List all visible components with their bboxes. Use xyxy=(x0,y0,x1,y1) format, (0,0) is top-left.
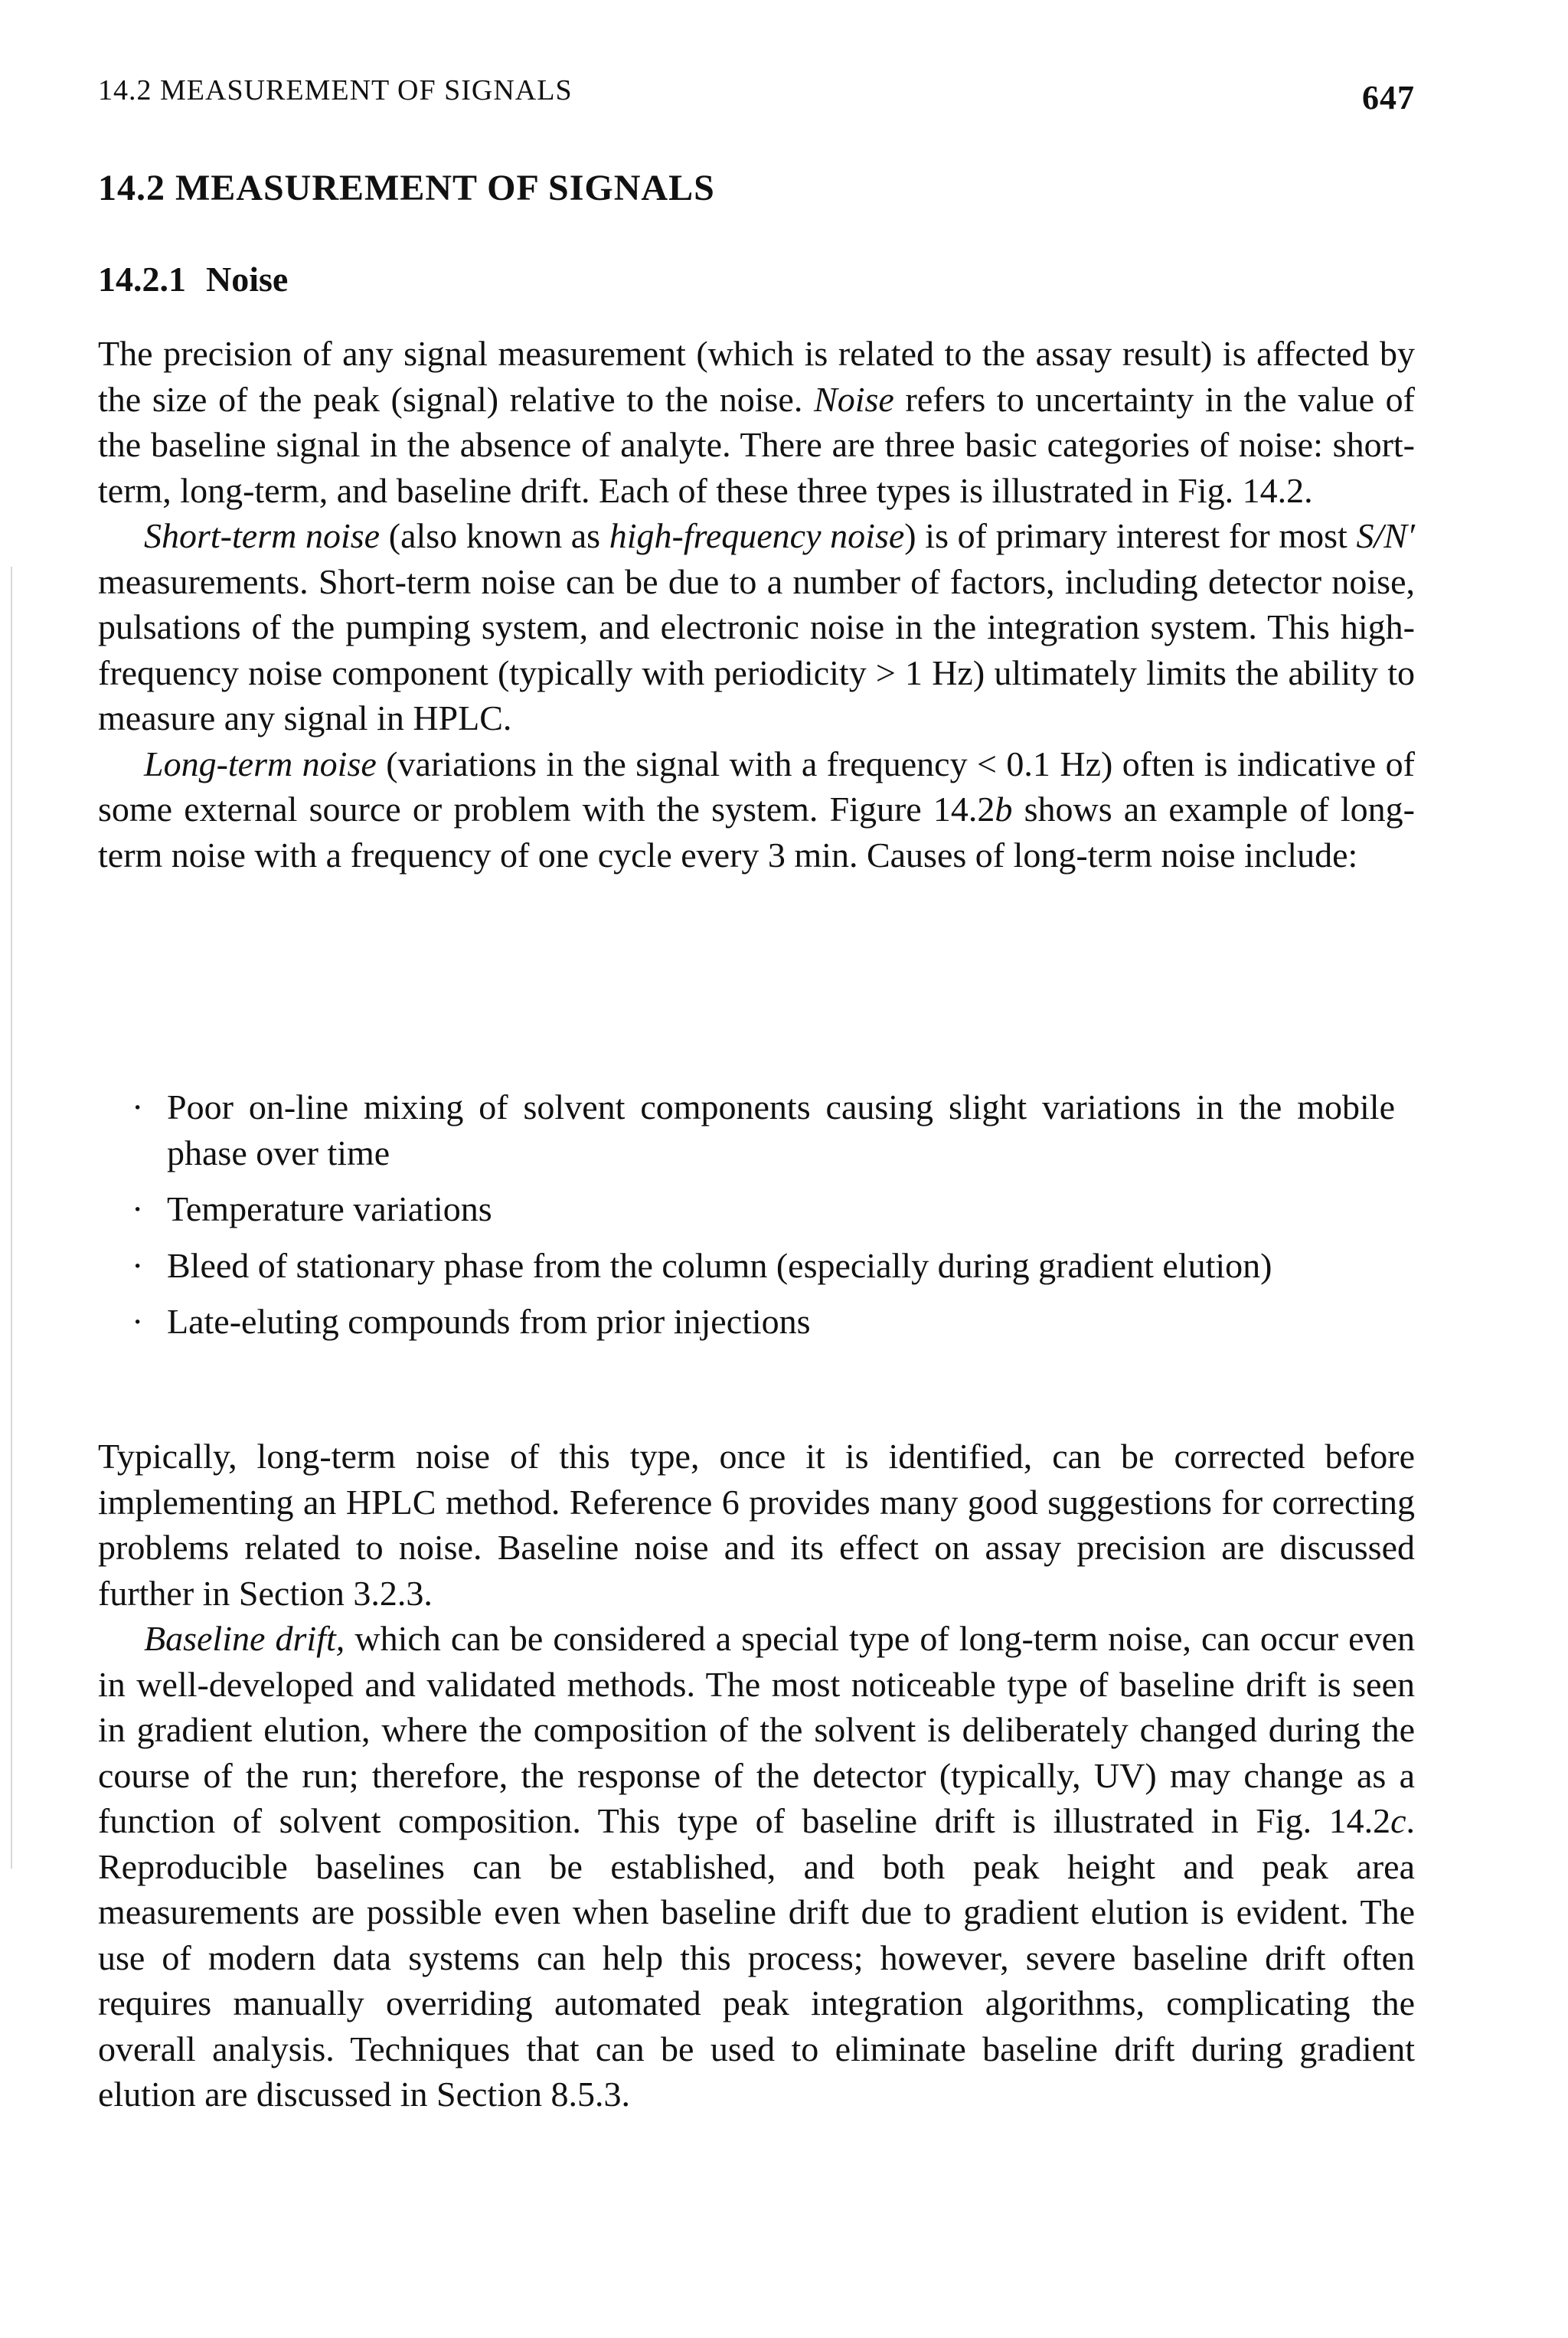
bullet-marker: · xyxy=(132,1189,144,1228)
bullet-marker: · xyxy=(132,1245,144,1285)
list-item-text: Temperature variations xyxy=(167,1189,492,1228)
text-run-italic: c xyxy=(1390,1801,1406,1840)
text-run: ) is of primary interest for most xyxy=(904,516,1357,555)
bullet-marker: · xyxy=(132,1302,144,1341)
text-run: which can be considered a special type of long-term noise, can occur even in well-developed and validated methods. The most noticeable type of baseline drift is seen in gradient elution, where the composition of the solvent is deliberately changed during the course of the run; therefore, the response of the detector (typically, UV) may change as a function of solvent composition. This type of baseline drift is illustrated in Fig. 14.2 xyxy=(98,1619,1415,1840)
text-run: . Reproducible baselines can be established, and both peak height and peak area measurements are possible even when baseline drift due to gradient elution is evident. The use of modern data systems can help this process; however, severe baseline drift often requires manually overriding automated peak integration algorithms, complicating the overall analysis. Techniques that can be used to eliminate baseline drift during gradient elution are discussed in Section 8.5.3. xyxy=(98,1801,1415,2114)
text-run: (variations in the signal with a frequency < 0.1 Hz) often is indicative of some external source or problem with the system. Figure 14.2 xyxy=(98,744,1415,829)
body-text-lower xyxy=(98,1434,1415,2117)
bullet-marker: · xyxy=(132,1087,144,1126)
list-item-text: Poor on-line mixing of solvent components causing slight variations in the mobile phase over time xyxy=(167,1087,1395,1172)
running-head xyxy=(98,74,1415,119)
text-run-italic: S/N′ xyxy=(1356,516,1415,555)
text-run: (also known as xyxy=(380,516,609,555)
list-item-text: Bleed of stationary phase from the column (especially during gradient elution) xyxy=(167,1245,1272,1285)
paragraph-long-term-noise xyxy=(98,741,1415,878)
paragraph-long-term-correction xyxy=(98,1434,1415,1616)
list-item xyxy=(132,1084,1395,1176)
page-edge-shadow xyxy=(11,567,12,1869)
section-heading: 14.2 MEASUREMENT OF SIGNALS xyxy=(98,168,715,208)
text-run: Typically, long-term noise of this type, once it is identified, can be corrected before implementing an HPLC method. Reference 6 provides many good suggestions for correcting problems related to noise. Baseline noise and its effect on assay precision are discussed further in Section 3.2.3. xyxy=(98,1437,1415,1613)
subsection-number: 14.2.1 xyxy=(98,260,186,299)
paragraph-baseline-drift xyxy=(98,1616,1415,2117)
list-item-text: Late-eluting compounds from prior injections xyxy=(167,1302,811,1341)
list-item xyxy=(132,1186,1395,1232)
text-run-italic: Baseline drift, xyxy=(144,1619,345,1658)
text-run-italic: Short-term noise xyxy=(144,516,381,555)
text-run-italic: high-frequency noise xyxy=(609,516,905,555)
body-text-upper xyxy=(98,331,1415,878)
subsection-title: Noise xyxy=(206,260,289,299)
text-run: refers to uncertainty in the value of the baseline signal in the absence of analyte. There are three basic categories of noise: short-term, long-term, and baseline drift. Each of these three types is illustrated in Fig. 14.2. xyxy=(98,379,1415,510)
list-item xyxy=(132,1243,1395,1289)
text-run-italic: Noise xyxy=(814,379,894,419)
text-run-italic: Long-term noise xyxy=(144,744,377,783)
page-number: 647 xyxy=(1362,79,1415,116)
list-item xyxy=(132,1299,1395,1345)
causes-list xyxy=(132,1084,1395,1355)
subsection-heading xyxy=(98,259,288,299)
running-head-title: 14.2 MEASUREMENT OF SIGNALS xyxy=(98,74,573,106)
text-run: measurements. Short-term noise can be due to a number of factors, including detector noise, pulsations of the pumping system, and electronic noise in the integration system. This high-frequency noise component (typically with periodicity > 1 Hz) ultimately limits the ability to measure any signal in HPLC. xyxy=(98,561,1415,737)
text-run-italic: b xyxy=(995,790,1013,829)
text-run: The precision of any signal measurement (which is related to the assay result) is affected by the size of the peak (signal) relative to the noise. xyxy=(98,334,1415,419)
paragraph-noise-intro xyxy=(98,331,1415,513)
paragraph-short-term-noise xyxy=(98,513,1415,741)
text-run: shows an example of long-term noise with a frequency of one cycle every 3 min. Causes of long-term noise include: xyxy=(98,790,1415,875)
